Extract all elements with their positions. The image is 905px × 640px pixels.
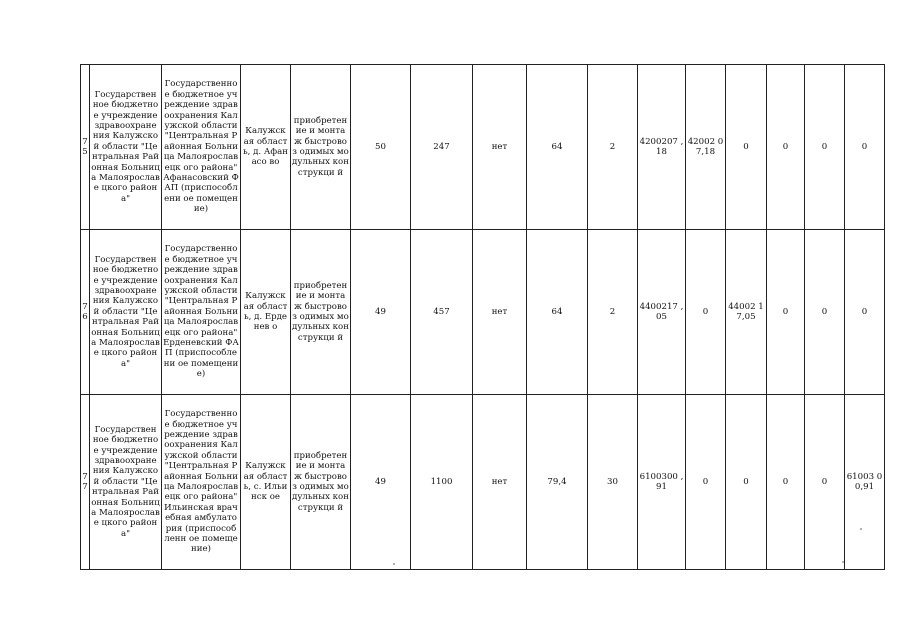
institution-cell: Государствен ное бюджетное учреждение здравоохране ния Калужской области "Центральная Районная Больница Малоярославе цкого района" xyxy=(90,395,162,570)
address-cell: Калужск ая область, д. Ерденев о xyxy=(241,230,291,395)
cost-year-cell: 0 xyxy=(726,395,767,570)
action-cell: приобретен ие и монтаж быстровоз одимых модульных конструкци й xyxy=(291,65,351,230)
object-cell: Государственное бюджетное учреждение здравоохранения Калужской области "Центральная Районная Больница Малоярославецк ого района" Ильинская врачебная амбулатория (приспособленн ое помещение) xyxy=(162,395,241,570)
value-cell: 49 xyxy=(351,395,411,570)
value-cell: 457 xyxy=(411,230,473,395)
institution-cell: Государствен ное бюджетное учреждение здравоохране ния Калужской области "Центральная Районная Больница Малоярославе цкого района" xyxy=(90,65,162,230)
cost-year-cell: 0 xyxy=(805,395,845,570)
value-cell: нет xyxy=(473,65,527,230)
scan-speck xyxy=(842,561,844,563)
value-cell: 64 xyxy=(527,230,588,395)
value-cell: 50 xyxy=(351,65,411,230)
cost-year-cell: 0 xyxy=(767,395,805,570)
row-number-cell: 7 7 xyxy=(81,395,90,570)
cost-year-cell: 0 xyxy=(845,65,885,230)
register-table xyxy=(80,64,885,570)
value-cell: 79,4 xyxy=(527,395,588,570)
object-cell: Государственное бюджетное учреждение здравоохранения Калужской области "Центральная Районная Больница Малоярославецк ого района" Афанасовский ФАП (приспособлени ое помещение) xyxy=(162,65,241,230)
cost-year-cell: 44002 17,05 xyxy=(726,230,767,395)
scan-speck xyxy=(393,563,395,565)
address-cell: Калужск ая область, с. Ильинск ое xyxy=(241,395,291,570)
cost-year-cell: 42002 07,18 xyxy=(686,65,726,230)
row-number-cell: 7 5 xyxy=(81,65,90,230)
action-cell: приобретен ие и монтаж быстровоз одимых модульных конструкци й xyxy=(291,230,351,395)
cost-total-cell: 4200207 ,18 xyxy=(638,65,686,230)
cost-year-cell: 0 xyxy=(686,230,726,395)
cost-year-cell: 0 xyxy=(845,230,885,395)
value-cell: 49 xyxy=(351,230,411,395)
institution-cell: Государствен ное бюджетное учреждение здравоохране ния Калужской области "Центральная Районная Больница Малоярославе цкого района" xyxy=(90,230,162,395)
cost-year-cell: 0 xyxy=(767,230,805,395)
cost-year-cell: 61003 00,91 xyxy=(845,395,885,570)
cost-year-cell: 0 xyxy=(686,395,726,570)
cost-year-cell: 0 xyxy=(726,65,767,230)
cost-year-cell: 0 xyxy=(767,65,805,230)
object-cell: Государственное бюджетное учреждение здравоохранения Калужской области "Центральная Районная Больница Малоярославецк ого района" Ерденевский ФАП (приспособлени ое помещение) xyxy=(162,230,241,395)
cost-total-cell: 6100300 ,91 xyxy=(638,395,686,570)
cost-year-cell: 0 xyxy=(805,230,845,395)
value-cell: 247 xyxy=(411,65,473,230)
cost-total-cell: 4400217 ,05 xyxy=(638,230,686,395)
scan-speck xyxy=(860,528,862,530)
value-cell: 30 xyxy=(588,395,638,570)
value-cell: 1100 xyxy=(411,395,473,570)
value-cell: нет xyxy=(473,395,527,570)
cost-year-cell: 0 xyxy=(805,65,845,230)
value-cell: 64 xyxy=(527,65,588,230)
row-number-cell: 7 6 xyxy=(81,230,90,395)
table-row xyxy=(81,230,885,395)
table-row xyxy=(81,65,885,230)
action-cell: приобретен ие и монтаж быстровоз одимых модульных конструкци й xyxy=(291,395,351,570)
value-cell: 2 xyxy=(588,65,638,230)
value-cell: нет xyxy=(473,230,527,395)
address-cell: Калужск ая область, д. Афанасо во xyxy=(241,65,291,230)
value-cell: 2 xyxy=(588,230,638,395)
table-row xyxy=(81,395,885,570)
